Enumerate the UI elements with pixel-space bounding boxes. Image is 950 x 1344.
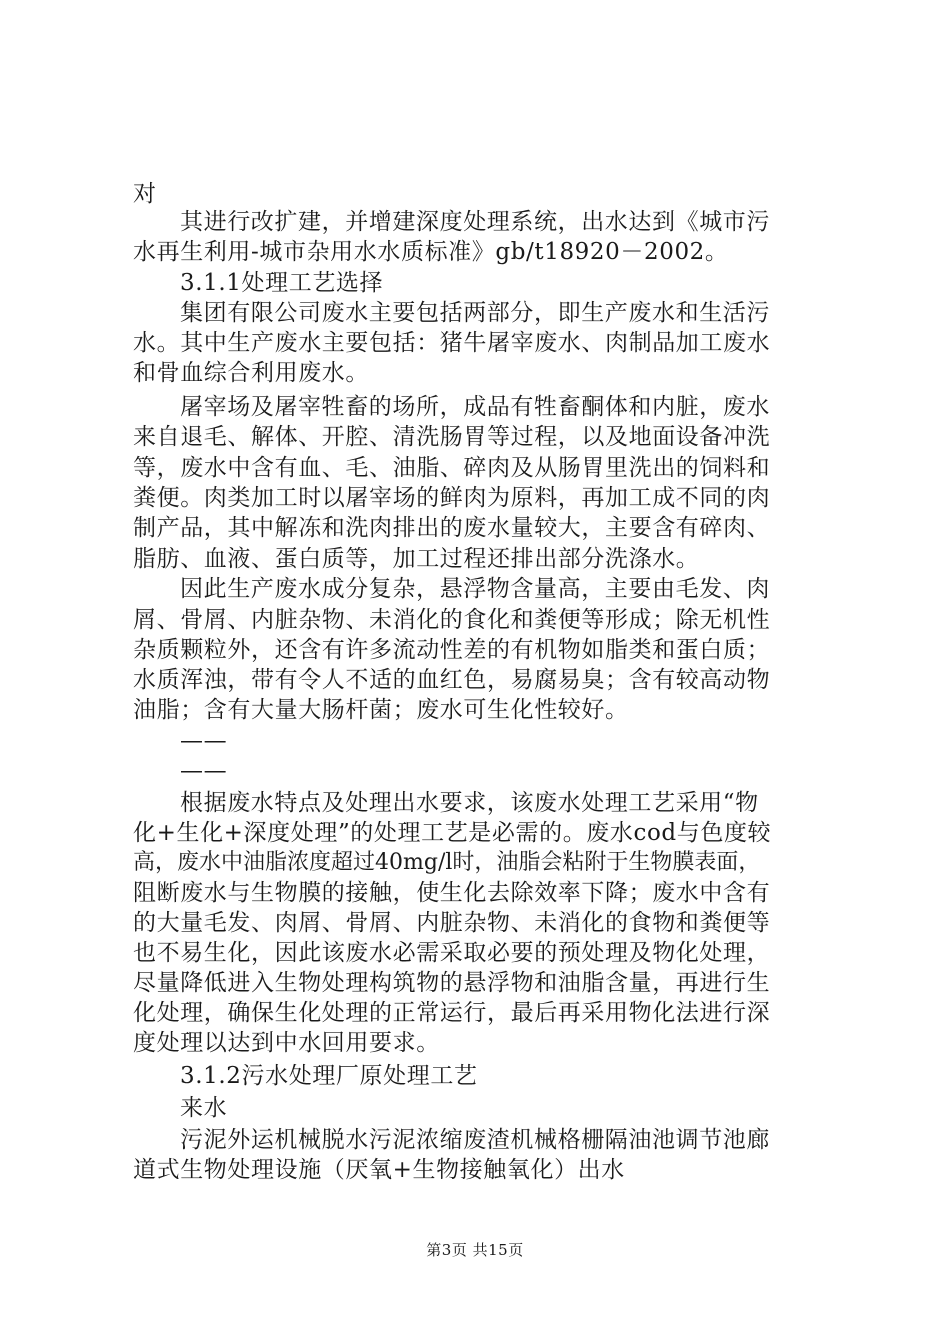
text-line: 杂质颗粒外，还含有许多流动性差的有机物如脂类和蛋白质； xyxy=(133,637,771,663)
text-line: 水再生利用-城市杂用水水质标准》gb/t18920－2002。 xyxy=(133,239,729,265)
text-line: 道式生物处理设施（厌氧+生物接触氧化）出水 xyxy=(133,1157,625,1183)
text-line: 屠宰场及屠宰牲畜的场所，成品有牲畜酮体和内脏，废水 xyxy=(180,394,770,420)
text-line: 高，废水中油脂浓度超过40mg/l时，油脂会粘附于生物膜表面， xyxy=(133,850,761,875)
text-line: 来自退毛、解体、开腔、清洗肠胃等过程，以及地面设备冲洗 xyxy=(133,424,771,450)
text-line: 制产品，其中解冻和洗肉排出的废水量较大，主要含有碎肉、 xyxy=(133,515,771,541)
text-line: 和骨血综合利用废水。 xyxy=(133,360,369,386)
text-line: 水。其中生产废水主要包括：猪牛屠宰废水、肉制品加工废水 xyxy=(133,330,771,356)
text-line: 尽量降低进入生物处理构筑物的悬浮物和油脂含量，再进行生 xyxy=(133,970,771,996)
text-line: 阻断废水与生物膜的接触，使生化去除效率下降；废水中含有 xyxy=(133,880,771,906)
text-line: 来水 xyxy=(180,1095,228,1121)
text-line: 其进行改扩建，并增建深度处理系统，出水达到《城市污 xyxy=(180,209,770,235)
text-line: 度处理以达到中水回用要求。 xyxy=(133,1030,440,1056)
text-line: 化+生化+深度处理”的处理工艺是必需的。废水cod与色度较 xyxy=(133,820,772,846)
text-line: 粪便。肉类加工时以屠宰场的鲜肉为原料，再加工成不同的肉 xyxy=(133,485,771,511)
text-line: 集团有限公司废水主要包括两部分，即生产废水和生活污 xyxy=(180,300,770,326)
separator-dashes: —— xyxy=(180,728,228,754)
text-line: 对 xyxy=(133,181,157,207)
separator-dashes: —— xyxy=(180,758,228,784)
text-line: 因此生产废水成分复杂，悬浮物含量高，主要由毛发、肉 xyxy=(180,576,770,602)
text-line: 屑、骨屑、内脏杂物、未消化的食化和粪便等形成；除无机性 xyxy=(133,607,771,633)
text-line: 等，废水中含有血、毛、油脂、碎肉及从肠胃里洗出的饲料和 xyxy=(133,455,771,481)
text-line: 根据废水特点及处理出水要求，该废水处理工艺采用“物 xyxy=(180,790,759,816)
text-line: 油脂；含有大量大肠杆菌；废水可生化性较好。 xyxy=(133,697,629,723)
section-heading: 3.1.1处理工艺选择 xyxy=(180,270,384,296)
section-heading: 3.1.2污水处理厂原处理工艺 xyxy=(180,1063,478,1089)
text-line: 污泥外运机械脱水污泥浓缩废渣机械格栅隔油池调节池廊 xyxy=(180,1127,770,1153)
text-line: 脂肪、血液、蛋白质等，加工过程还排出部分洗涤水。 xyxy=(133,546,700,572)
text-line: 也不易生化，因此该废水必需采取必要的预处理及物化处理， xyxy=(133,940,771,966)
text-line: 的大量毛发、肉屑、骨屑、内脏杂物、未消化的食物和粪便等 xyxy=(133,910,771,936)
text-line: 化处理，确保生化处理的正常运行，最后再采用物化法进行深 xyxy=(133,1000,771,1026)
text-line: 水质浑浊，带有令人不适的血红色，易腐易臭；含有较高动物 xyxy=(133,667,771,693)
page-number: 第3页 共15页 xyxy=(426,1241,524,1259)
